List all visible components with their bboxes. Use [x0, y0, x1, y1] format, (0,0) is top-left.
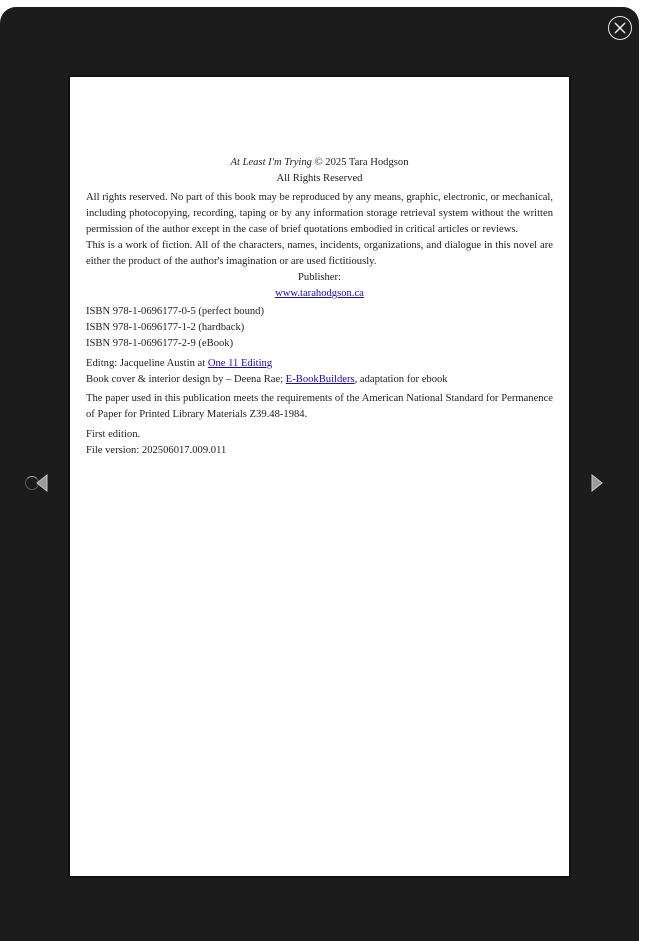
ebookbuilders-link[interactable]: E-BookBuilders — [285, 374, 355, 385]
close-icon — [614, 22, 626, 34]
publisher-label: Publisher: — [298, 272, 341, 283]
file-version: File version: 202506017.009.011 — [86, 445, 227, 456]
book-page — [68, 75, 571, 878]
publisher-link[interactable]: www.tarahodgson.ca — [275, 288, 364, 299]
book-title: At Least I'm Trying — [230, 157, 312, 168]
close-button[interactable] — [608, 16, 632, 40]
copyright-page-content — [86, 155, 553, 459]
paper-paragraph: The paper used in this publication meets the requirements of the American National Standard for Permanence of Paper for Printed Library Materials Z39.48-1984. — [86, 393, 553, 420]
edition-line: First edition. — [86, 429, 141, 440]
editing-line — [86, 356, 553, 372]
design-line — [86, 372, 553, 388]
design-suffix: , adaptation for ebook — [354, 374, 448, 385]
fiction-paragraph: This is a work of fiction. All of the characters, names, incidents, organizations, and dialogue in this novel are either the product of the author's imagination or are used fictitiously. — [86, 240, 553, 267]
editing-prefix: Editng: Jacqueline Austin at — [86, 358, 208, 369]
isbn-hardback: ISBN 978-1-0696177-1-2 (hardback) — [86, 322, 245, 333]
previous-page-button[interactable] — [30, 467, 54, 499]
copyright-text: © 2025 Tara Hodgson — [311, 157, 409, 168]
rights-paragraph: All rights reserved. No part of this book may be reproduced by any means, graphic, electronic, or mechanical, including photocopying, recording, taping or by any information storage retrieval system without the written permission of the author except in the case of brief quotations embodied in critical articles or reviews. — [86, 192, 553, 235]
title-line — [86, 155, 553, 171]
design-prefix: Book cover & interior design by – Deena Rae; — [86, 374, 286, 385]
rights-reserved: All Rights Reserved — [276, 173, 363, 184]
triangle-left-icon — [36, 474, 48, 492]
next-page-button[interactable] — [585, 467, 609, 499]
triangle-right-icon — [591, 474, 603, 492]
isbn-perfect-bound: ISBN 978-1-0696177-0-5 (perfect bound) — [86, 306, 264, 317]
ebook-viewer-overlay — [0, 7, 639, 941]
isbn-ebook: ISBN 978-1-0696177-2-9 (eBook) — [86, 338, 234, 349]
editing-link[interactable]: One 11 Editing — [207, 358, 273, 369]
